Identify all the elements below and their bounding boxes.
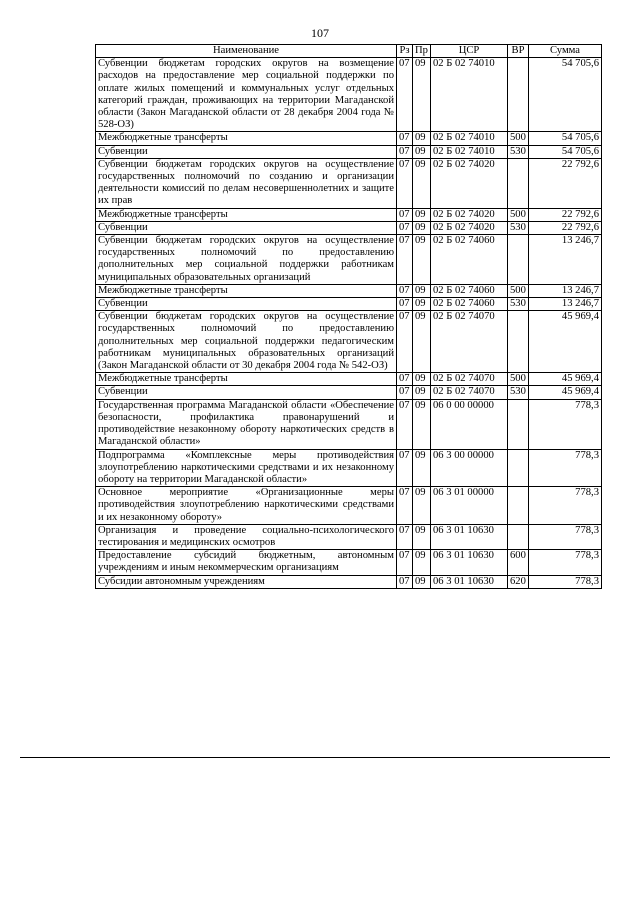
pr-cell: 09 [413,221,431,234]
csr-cell: 02 Б 02 74060 [431,298,508,311]
vr-cell [508,158,529,208]
csr-cell: 02 Б 02 74020 [431,158,508,208]
sum-cell: 13 246,7 [529,235,602,285]
csr-cell: 06 3 01 10630 [431,524,508,549]
pr-cell: 09 [413,284,431,297]
rz-cell: 07 [397,221,413,234]
csr-cell: 02 Б 02 74010 [431,145,508,158]
sum-cell: 778,3 [529,524,602,549]
sum-cell: 778,3 [529,487,602,525]
vr-cell [508,524,529,549]
csr-cell: 06 3 01 00000 [431,487,508,525]
vr-cell [508,58,529,132]
vr-cell: 530 [508,298,529,311]
vr-cell: 530 [508,145,529,158]
csr-cell: 06 0 00 00000 [431,399,508,449]
rz-cell: 07 [397,524,413,549]
csr-cell: 06 3 01 10630 [431,575,508,588]
rz-cell: 07 [397,399,413,449]
table-row [96,449,602,487]
rz-cell: 07 [397,145,413,158]
sum-cell: 54 705,6 [529,58,602,132]
table-row [96,311,602,373]
name-cell: Межбюджетные трансферты [96,208,397,221]
table-row [96,575,602,588]
page-number: 107 [311,26,329,40]
vr-cell [508,311,529,373]
table-row [96,284,602,297]
sum-cell: 22 792,6 [529,158,602,208]
sum-cell: 778,3 [529,575,602,588]
pr-cell: 09 [413,399,431,449]
sum-cell: 54 705,6 [529,132,602,145]
name-cell: Межбюджетные трансферты [96,373,397,386]
csr-cell: 02 Б 02 74070 [431,311,508,373]
pr-cell: 09 [413,487,431,525]
pr-cell: 09 [413,575,431,588]
table-body [96,58,602,589]
csr-cell: 02 Б 02 74060 [431,284,508,297]
name-cell: Субвенции бюджетам городских округов на осуществление государственных полномочий по созданию и организации деятельности комиссий по делам несовершеннолетних и защите их прав [96,158,397,208]
pr-cell: 09 [413,298,431,311]
pr-cell: 09 [413,311,431,373]
name-cell: Организация и проведение социально-психологического тестирования и медицинских осмотров [96,524,397,549]
csr-cell: 06 3 00 00000 [431,449,508,487]
header-csr: ЦСР [431,45,508,58]
budget-table [95,44,602,589]
pr-cell: 09 [413,550,431,575]
header-sum: Сумма [529,45,602,58]
header-pr: Пр [413,45,431,58]
name-cell: Государственная программа Магаданской области «Обеспечение безопасности, профилактика правонарушений и противодействие незаконному обороту наркотических средств в Магаданской области» [96,399,397,449]
sum-cell: 778,3 [529,550,602,575]
table-row [96,524,602,549]
table-row [96,145,602,158]
pr-cell: 09 [413,386,431,399]
pr-cell: 09 [413,524,431,549]
pr-cell: 09 [413,449,431,487]
name-cell: Субвенции [96,386,397,399]
rz-cell: 07 [397,386,413,399]
vr-cell: 530 [508,386,529,399]
name-cell: Межбюджетные трансферты [96,132,397,145]
sum-cell: 13 246,7 [529,284,602,297]
csr-cell: 06 3 01 10630 [431,550,508,575]
name-cell: Субвенции [96,145,397,158]
rz-cell: 07 [397,284,413,297]
sum-cell: 22 792,6 [529,221,602,234]
table-row [96,373,602,386]
csr-cell: 02 Б 02 74010 [431,58,508,132]
sum-cell: 778,3 [529,449,602,487]
rz-cell: 07 [397,58,413,132]
sum-cell: 45 969,4 [529,311,602,373]
sum-cell: 45 969,4 [529,373,602,386]
table-row [96,58,602,132]
pr-cell: 09 [413,208,431,221]
header-name: Наименование [96,45,397,58]
vr-cell [508,449,529,487]
sum-cell: 13 246,7 [529,298,602,311]
vr-cell: 500 [508,208,529,221]
pr-cell: 09 [413,145,431,158]
rz-cell: 07 [397,208,413,221]
csr-cell: 02 Б 02 74070 [431,373,508,386]
name-cell: Субвенции [96,298,397,311]
rz-cell: 07 [397,158,413,208]
sum-cell: 54 705,6 [529,145,602,158]
name-cell: Субсидии автономным учреждениям [96,575,397,588]
csr-cell: 02 Б 02 74070 [431,386,508,399]
rz-cell: 07 [397,575,413,588]
pr-cell: 09 [413,132,431,145]
csr-cell: 02 Б 02 74020 [431,221,508,234]
vr-cell: 500 [508,132,529,145]
table-row [96,298,602,311]
header-rz: Рз [397,45,413,58]
vr-cell [508,399,529,449]
pr-cell: 09 [413,158,431,208]
table-row [96,208,602,221]
sum-cell: 22 792,6 [529,208,602,221]
header-vr: ВР [508,45,529,58]
name-cell: Субвенции бюджетам городских округов на возмещение расходов на предоставление мер социальной поддержки по оплате жилых помещений и коммунальных услуг отдельных категорий граждан, проживающих на территории Магаданской области (Закон Магаданской области от 28 декабря 2004 года № 528-ОЗ) [96,58,397,132]
pr-cell: 09 [413,58,431,132]
rz-cell: 07 [397,311,413,373]
table-row [96,221,602,234]
name-cell: Подпрограмма «Комплексные меры противодействия злоупотреблению наркотическими средствами и их незаконному обороту на территории Магаданской области» [96,449,397,487]
name-cell: Субвенции бюджетам городских округов на осуществление государственных полномочий по предоставлению дополнительных мер социальной поддержки работникам муниципальных образовательных организаций [96,235,397,285]
rz-cell: 07 [397,298,413,311]
table-row [96,487,602,525]
table-row [96,550,602,575]
sum-cell: 778,3 [529,399,602,449]
rz-cell: 07 [397,235,413,285]
name-cell: Предоставление субсидий бюджетным, автономным учреждениям и иным некоммерческим организациям [96,550,397,575]
csr-cell: 02 Б 02 74010 [431,132,508,145]
rz-cell: 07 [397,449,413,487]
csr-cell: 02 Б 02 74060 [431,235,508,285]
rz-cell: 07 [397,373,413,386]
vr-cell [508,235,529,285]
vr-cell [508,487,529,525]
vr-cell: 500 [508,284,529,297]
rz-cell: 07 [397,550,413,575]
footer-divider [20,757,610,758]
pr-cell: 09 [413,373,431,386]
name-cell: Субвенции [96,221,397,234]
table-row [96,158,602,208]
table-row [96,235,602,285]
table-row [96,386,602,399]
vr-cell: 620 [508,575,529,588]
csr-cell: 02 Б 02 74020 [431,208,508,221]
vr-cell: 500 [508,373,529,386]
vr-cell: 530 [508,221,529,234]
table-header-row [96,45,602,58]
name-cell: Субвенции бюджетам городских округов на осуществление государственных полномочий по предоставлению дополнительных мер социальной поддержки педагогическим работникам муниципальных образовательных организаций (Закон Магаданской области от 30 декабря 2004 года № 542-ОЗ) [96,311,397,373]
table-row [96,132,602,145]
name-cell: Межбюджетные трансферты [96,284,397,297]
vr-cell: 600 [508,550,529,575]
rz-cell: 07 [397,132,413,145]
sum-cell: 45 969,4 [529,386,602,399]
rz-cell: 07 [397,487,413,525]
pr-cell: 09 [413,235,431,285]
name-cell: Основное мероприятие «Организационные меры противодействия злоупотреблению наркотическими средствами и их незаконному обороту» [96,487,397,525]
table-row [96,399,602,449]
